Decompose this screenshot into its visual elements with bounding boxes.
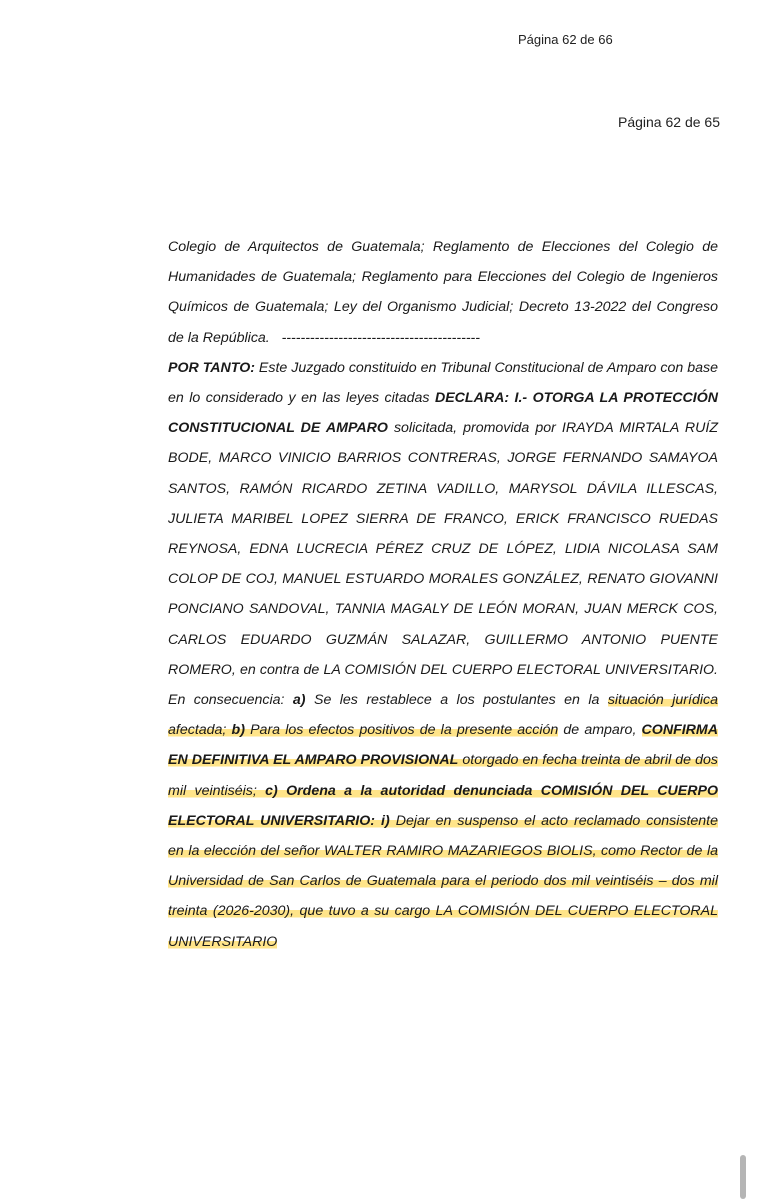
- outer-page-number: Página 62 de 66: [518, 32, 613, 47]
- item-i-label: i): [381, 812, 390, 829]
- item-a-text: Se les restablece a los postulantes en la: [305, 692, 608, 709]
- highlighted-text-1: situación jurídica afectada;: [168, 692, 718, 739]
- por-tanto-label: POR TANTO:: [168, 359, 255, 376]
- highlighted-text-2: Para los efectos positivos de la presente acción: [244, 722, 559, 739]
- resolution-text: Este Juzgado constituido en Tribunal Constitucional de Amparo con base en lo considerado y en las leyes citadas: [168, 359, 718, 407]
- item-c-label: c) Ordena a la autoridad denunciada COMISIÓN DEL CUERPO ELECTORAL UNIVERSITARIO:: [168, 782, 718, 829]
- confirma-statement: CONFIRMA EN DEFINITIVA EL AMPARO PROVISIONAL: [168, 722, 718, 769]
- legal-paragraph-intro: [168, 232, 718, 353]
- intro-text: Colegio de Arquitectos de Guatemala; Reglamento de Elecciones del Colegio de Humanidades de Guatemala; Reglamento para Elecciones del Colegio de Ingenieros Químicos de Guatemala; Ley del Organismo Judicial; Decreto 13-2022 del Congreso de la República.: [168, 239, 718, 346]
- item-a-label: a): [292, 692, 306, 709]
- item-b-text: de amparo,: [558, 722, 642, 739]
- dash-line: ------------------------------------------: [281, 329, 481, 346]
- declara-statement: DECLARA: I.- OTORGA LA PROTECCIÓN CONSTITUCIONAL DE AMPARO: [168, 390, 718, 437]
- legal-paragraph-resolution: [168, 353, 718, 957]
- petitioners-text: solicitada, promovida por IRAYDA MIRTALA RUÍZ BODE, MARCO VINICIO BARRIOS CONTRERAS, JORGE FERNANDO SAMAYOA SANTOS, RAMÓN RICARDO ZETINA VADILLO, MARYSOL DÁVILA ILLESCAS, JULIETA MARIBEL LOPEZ SIERRA DE FRANCO, ERICK FRANCISCO RUEDAS REYNOSA, EDNA LUCRECIA PÉREZ CRUZ DE LÓPEZ, LIDIA NICOLASA SAM COLOP DE COJ, MANUEL ESTUARDO MORALES GONZÁLEZ, RENATO GIOVANNI PONCIANO SANDOVAL, TANNIA MAGALY DE LEÓN MORAN, JUAN MERCK COS, CARLOS EDUARDO GUZMÁN SALAZAR, GUILLERMO ANTONIO PUENTE ROMERO, en contra de LA COMISIÓN DEL CUERPO ELECTORAL UNIVERSITARIO. En consecuencia:: [168, 420, 718, 709]
- highlighted-text-3: otorgado en fecha treinta de abril de dos mil veintiséis;: [168, 752, 718, 799]
- item-b-label: b): [231, 722, 245, 739]
- document-body: [168, 232, 718, 957]
- scrollbar-thumb[interactable]: [740, 1155, 746, 1199]
- highlighted-text-5: Dejar en suspenso el acto reclamado consistente en la elección del señor WALTER RAMIRO MAZARIEGOS BIOLIS, como Rector de la Universidad de San Carlos de Guatemala para el periodo dos mil veintiséis – dos mil treinta (2026-2030), que tuvo a su cargo LA COMISIÓN DEL CUERPO ELECTORAL UNIVERSITARIO: [168, 812, 718, 950]
- inner-page-number: Página 62 de 65: [618, 114, 720, 130]
